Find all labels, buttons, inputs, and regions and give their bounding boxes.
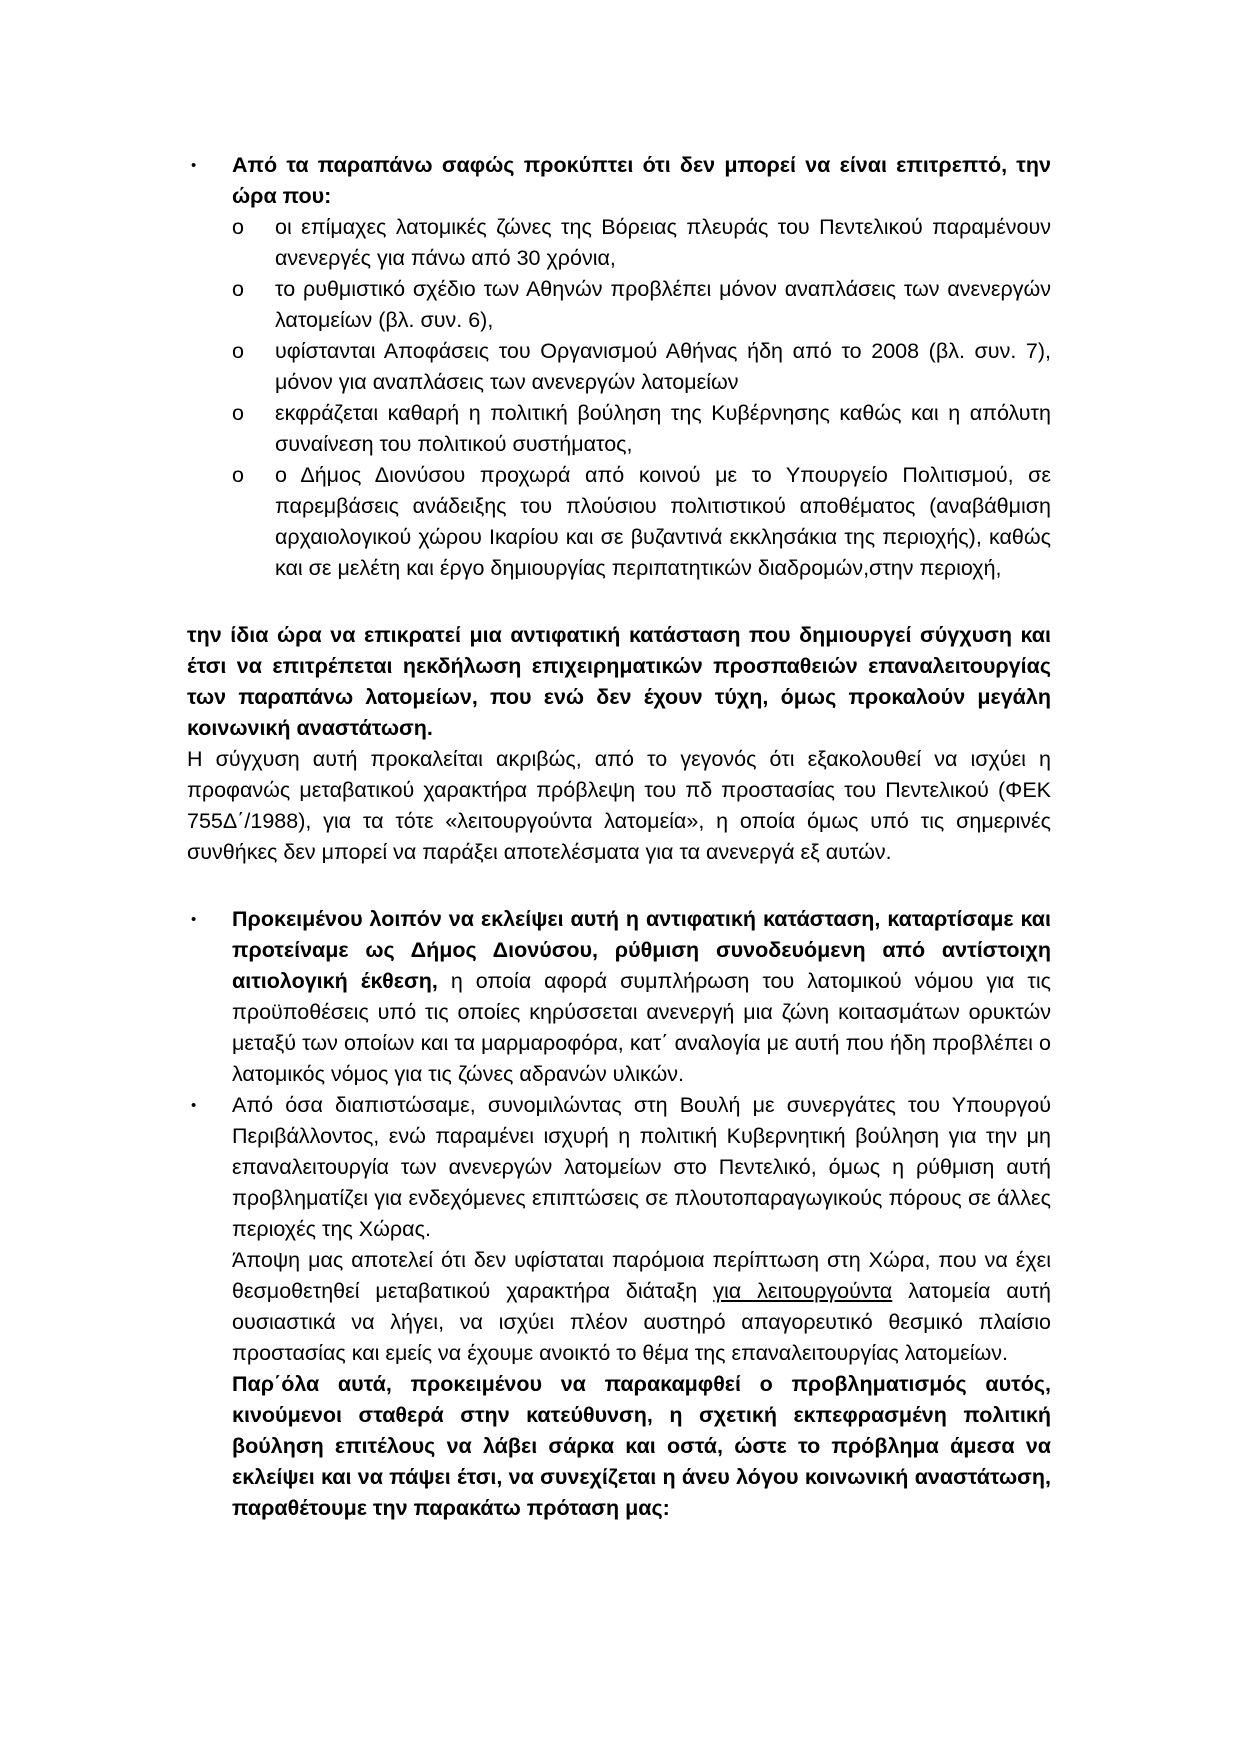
bullet-icon: •: [191, 157, 197, 174]
document-body: [187, 150, 1051, 1524]
proposal-bold-text: Προκειμένου λοιπόν να εκλείψει αυτή η αντιφατική κατάσταση, καταρτίσαμε και προτείναμε ως Δήμος Διονύσου, ρύθμιση συνοδευόμενη από αντίστοιχη αιτιολογική έκθεση,: [232, 907, 1051, 993]
sub-item: [187, 274, 1051, 336]
sub-item-text: υφίστανται Αποφάσεις του Οργανισμού Αθήνας ήδη από το 2008 (βλ. συν. 7), μόνον για αναπλάσεις των ανενεργών λατομείων: [275, 339, 1051, 394]
circle-bullet-icon: o: [232, 339, 244, 363]
section-1-lead: Από τα παραπάνω σαφώς προκύπτει ότι δεν μπορεί να είναι επιτρεπτό, την ώρα που:: [232, 153, 1051, 208]
bullet-icon: •: [191, 1097, 197, 1114]
sub-item: [187, 212, 1051, 274]
bullet-section-1: [187, 150, 1051, 584]
closing-proposal-paragraph: Παρ΄όλα αυτά, προκειμένου να παρακαμφθεί ο προβληματισμός αυτός, κινούμενοι σταθερά στην κατεύθυνση, η σχετική εκπεφρασμένη πολιτική βούληση επιτέλους να λάβει σάρκα και οστά, ώστε το πρόβλημα άμεσα να εκλείψει και να πάψει έτσι, να συνεχίζεται η άνευ λόγου κοινωνική αναστάτωση, παραθέτουμε την παρακάτω πρόταση μας:: [232, 1372, 1051, 1520]
proposal-paragraph: [232, 904, 1051, 1090]
circle-bullet-icon: o: [232, 215, 244, 239]
opinion-text-end: λατομεία αυτή ουσιαστικά να λήγει, να ισχύει πλέον αυστηρό απαγορευτικό θεσμικό πλαίσιο προστασίας και εμείς να έχουμε ανοικτό το θέμα της επαναλειτουργίας λατομείων.: [232, 1279, 1051, 1365]
paragraph-confusion: Η σύγχυση αυτή προκαλείται ακριβώς, από το γεγονός ότι εξακολουθεί να ισχύει η προφανώς μεταβατικού χαρακτήρα πρόβλεψη του πδ προστασίας του Πεντελικού (ΦΕΚ 755Δ΄/1988), για τα τότε «λειτουργούντα λατομεία», η οποία όμως υπό τις σημερινές συνθήκες δεν μπορεί να παράξει αποτελέσματα για τα ανενεργά εξ αυτών.: [187, 747, 1051, 864]
bullet-ministry-discussion: [187, 1090, 1051, 1524]
circle-bullet-icon: o: [232, 463, 244, 487]
sub-item-text: εκφράζεται καθαρή η πολιτική βούληση της Κυβέρνησης καθώς και η απόλυτη συναίνεση του πολιτικού συστήματος,: [275, 401, 1051, 456]
circle-bullet-icon: o: [232, 401, 244, 425]
paragraph-contradiction-bold: την ίδια ώρα να επικρατεί μια αντιφατική κατάσταση που δημιουργεί σύγχυση και έτσι να επιτρέπεται ηεκδήλωση επιχειρηματικών προσπαθειών επαναλειτουργίας των παραπάνω λατομείων, που ενώ δεν έχουν τύχη, όμως προκαλούν μεγάλη κοινωνική αναστάτωση.: [187, 623, 1051, 740]
ministry-paragraph: Από όσα διαπιστώσαμε, συνομιλώντας στη Βουλή με συνεργάτες του Υπουργού Περιβάλλοντος, ενώ παραμένει ισχυρή η πολιτική Κυβερνητική βούληση για την μη επαναλειτουργία των ανενεργών λατομείων στο Πεντελικό, όμως η ρύθμιση αυτή προβληματίζει για ενδεχόμενες επιπτώσεις σε πλουτοπαραγωγικούς πόρους σε άλλες περιοχές της Χώρας.: [232, 1093, 1051, 1241]
sub-item-text: το ρυθμιστικό σχέδιο των Αθηνών προβλέπει μόνον αναπλάσεις των ανενεργών λατομείων (βλ. συν. 6),: [275, 277, 1051, 332]
opinion-paragraph: [232, 1245, 1051, 1369]
sub-item: [187, 336, 1051, 398]
bullet-icon: •: [191, 911, 197, 928]
sub-item: [187, 398, 1051, 460]
proposal-normal-text: η οποία αφορά συμπλήρωση του λατομικού νόμου για τις προϋποθέσεις υπό τις οποίες κηρύσσεται ανενεργή μια ζώνη κοιτασμάτων ορυκτών μεταξύ των οποίων και τα μαρμαροφόρα, κατ΄ αναλογία με αυτή που ήδη προβλέπει ο λατομικός νόμος για τις ζώνες αδρανών υλικών.: [232, 969, 1051, 1086]
underlined-phrase: για λειτουργούντα: [713, 1279, 893, 1303]
sub-item-text: οι επίμαχες λατομικές ζώνες της Βόρειας πλευράς του Πεντελικού παραμένουν ανενεργές για πάνω από 30 χρόνια,: [275, 215, 1051, 270]
bullet-proposal: [187, 904, 1051, 1090]
circle-bullet-icon: o: [232, 277, 244, 301]
sub-list: [232, 212, 1051, 584]
sub-item-text: ο Δήμος Διονύσου προχωρά από κοινού με το Υπουργείο Πολιτισμού, σε παρεμβάσεις ανάδειξης του πλούσιου πολιτιστικού αποθέματος (αναβάθμιση αρχαιολογικού χώρου Ικαρίου και σε βυζαντινά εκκλησάκια της περιοχής), καθώς και σε μελέτη και έργο δημιουργίας περιπατητικών διαδρομών,στην περιοχή,: [275, 463, 1051, 580]
sub-item: [187, 460, 1051, 584]
opinion-text-start: Άποψη μας αποτελεί ότι δεν υφίσταται παρόμοια περίπτωση στη Χώρα, που να έχει θεσμοθετηθεί μεταβατικού χαρακτήρα διάταξη: [232, 1248, 1051, 1303]
